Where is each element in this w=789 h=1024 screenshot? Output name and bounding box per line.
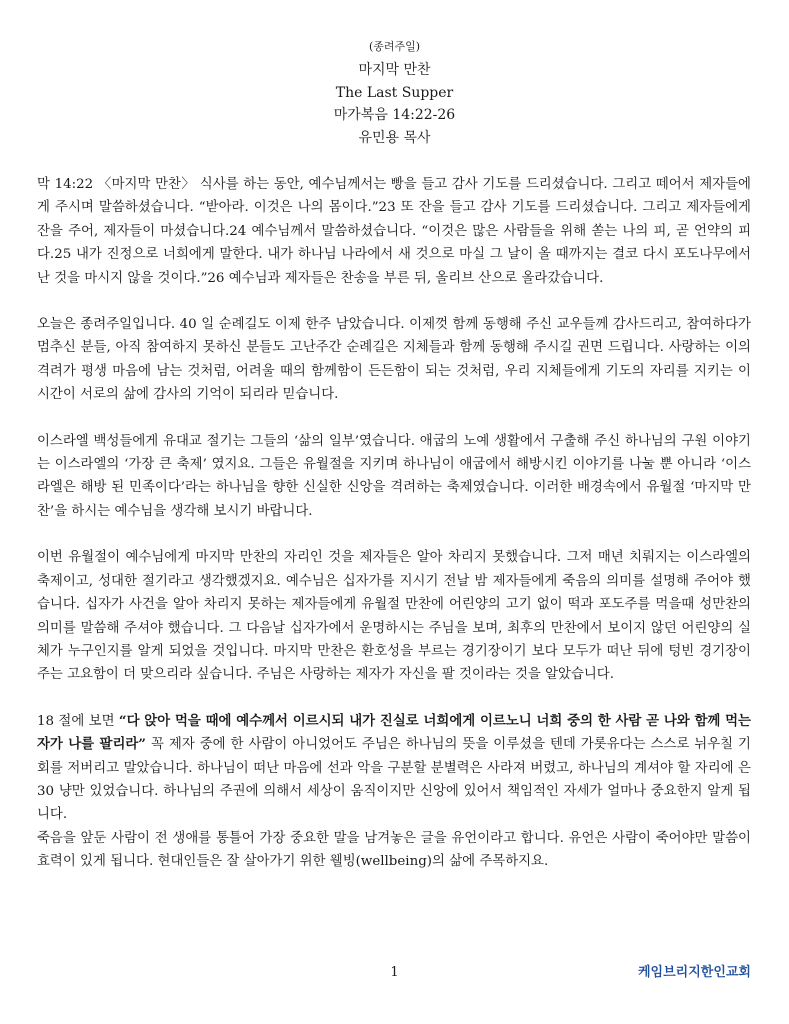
paragraph-3: 이번 유월절이 예수님에게 마지막 만찬의 자리인 것을 제자들은 알아 차리지 못했습니다. 그저 매년 치뤄지는 이스라엘의 축제이고, 성대한 절기라고 생각했겠지요. 예수님은 십자가를 지시기 전날 밤 제자들에게 죽음의 의미를 설명해 주어야 했습니다. 십자가 사건을 알아 차리지 못하는 제자들에게 유월절 만찬에 어린양의 고기 없이 떡과 포도주를 먹을때 성만찬의 의미를 말씀해 주셔야 했습니다. 그 다음날 십자가에서 운명하시는 주님을 보며, 최후의 만찬에서 보이지 않던 어린양의 실체가 누구인지를 알게 되었을 것입니다. 마지막 만찬은 환호성을 부르는 경기장이기 보다 모두가 떠난 뒤에 텅빈 경기장이 주는 고요함이 더 맞으리라 싶습니다. 주님은 사랑하는 제자가 자신을 팔 것이라는 것을 알았습니다. [37, 550, 751, 683]
church-name: 케임브리지한인교회 [637, 965, 751, 980]
paragraph-4-rest: 꼭 제자 중에 한 사람이 아니었어도 주님은 하나님의 뜻을 이루셨을 텐데 가롯유다는 스스로 뉘우칠 기회를 저버리고 말았습니다. 하나님이 떠난 마음에 선과 악을 구분할 분별력은 사라져 버렸고, 하나님의 계셔야 할 자리에 은 30 냥만 있었습니다. 하나님의 주권에 의해서 세상이 움직이지만 신앙에 있어서 책임적인 자세가 얼마나 중요한지 알게 됩니다. [37, 737, 751, 823]
sermon-title: 마지막 만찬 [358, 62, 431, 78]
occasion-label: (종려주일) [368, 40, 421, 53]
paragraph-4-lead: 18 절에 보면 [37, 713, 119, 729]
preacher-name: 유민용 목사 [358, 129, 431, 146]
paragraph-1: 오늘은 종려주일입니다. 40 일 순례길도 이제 한주 남았습니다. 이제껏 함께 동행해 주신 교우들께 감사드리고, 참여하다가 멈추신 분들, 아직 참여하지 못하신 분들도 고난주간 순례길은 지체들과 함께 동행해 주시길 권면 드립니다. 사랑하는 이의 격려가 평생 마음에 남는 것처럼, 어려울 때의 함께함이 든든함이 되는 것처럼, 우리 지체들에게 기도의 자리를 지키는 이 시간이 서로의 삶에 감사의 기억이 되리라 믿습니다. [37, 317, 751, 403]
page-number: 1 [390, 965, 399, 980]
paragraph-4-quote: “다 앉아 먹을 때에 예수께서 이르시되 내가 진실로 너희에게 이르노니 너희 중의 한 사람 곧 나와 함께 먹는 자가 나를 팔리라” [37, 712, 751, 753]
paragraph-5: 죽음을 앞둔 사람이 전 생애를 통틀어 가장 중요한 말을 남겨놓은 글을 유언이라고 합니다. 유언은 사람이 죽어야만 말씀이 효력이 있게 됩니다. 현대인들은 잘 살아가기 위한 웰빙(wellbeing)의 삶에 주목하지요. [37, 830, 751, 870]
paragraph-2: 이스라엘 백성들에게 유대교 절기는 그들의 ‘삶의 일부’였습니다. 애굽의 노예 생활에서 구출해 주신 하나님의 구원 이야기는 이스라엘의 ‘가장 큰 축제’ 였지요. 그들은 유월절을 지키며 하나님이 애굽에서 해방시킨 이야기를 나눌 뿐 아니라 ‘이스라엘은 해방 된 민족이다’라는 하나님을 향한 신실한 신앙을 격려하는 축제였습니다. 이러한 배경속에서 유월절 ‘마지막 만찬’을 하시는 예수님을 생각해 보시기 바랍니다. [37, 433, 751, 519]
sermon-title-english: The Last Supper [335, 84, 454, 101]
scripture-reference: 마가복음 14:22-26 [333, 107, 456, 123]
paragraph-4 [37, 710, 751, 827]
sermon-body [37, 173, 751, 874]
scripture-passage: 막 14:22 〈마지막 만찬〉 식사를 하는 동안, 예수님께서는 빵을 들고 감사 기도를 드리셨습니다. 그리고 떼어서 제자들에게 주시며 말씀하셨습니다. “받아라. 이것은 나의 몸이다.”23 또 잔을 들고 감사 기도를 드리셨습니다. 그리고 제자들에게 잔을 주어, 제자들이 마셨습니다.24 예수님께서 말씀하셨습니다. “이것은 많은 사람들을 위해 쏟는 나의 피, 곧 언약의 피다.25 내가 진정으로 너희에게 말한다. 내가 하나님 나라에서 새 것으로 마실 그 날이 올 때까지는 결코 다시 포도나무에서 난 것을 마시지 않을 것이다.”26 예수님과 제자들은 찬송을 부른 뒤, 올리브 산으로 올라갔습니다. [37, 177, 751, 286]
sermon-header [0, 38, 789, 149]
